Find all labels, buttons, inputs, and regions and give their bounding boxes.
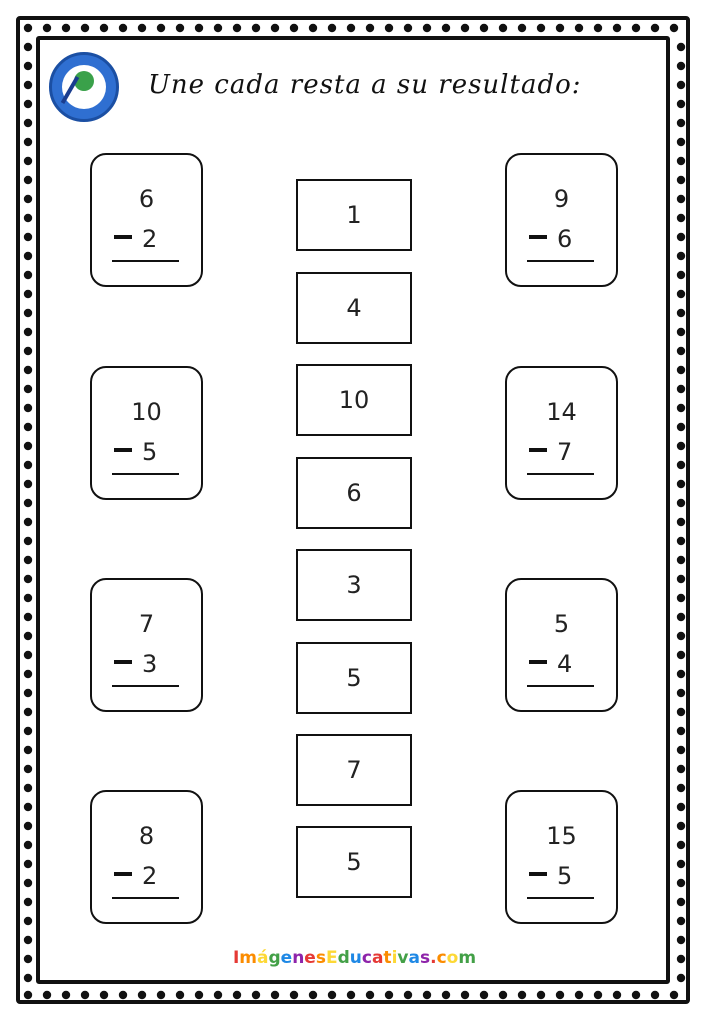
minus-sign <box>529 235 547 239</box>
result-line <box>112 685 179 687</box>
subtrahend: 7 <box>557 438 573 466</box>
answer-box[interactable]: 7 <box>296 734 412 806</box>
answer-box[interactable]: 5 <box>296 642 412 714</box>
subtrahend: 6 <box>557 225 573 253</box>
subtrahend: 4 <box>557 650 573 678</box>
subtrahend: 2 <box>142 862 158 890</box>
subtraction-card-left-2 <box>90 366 203 500</box>
result-line <box>112 473 179 475</box>
minus-sign <box>114 872 132 876</box>
minus-sign <box>529 660 547 664</box>
minus-sign <box>114 235 132 239</box>
minus-sign <box>529 448 547 452</box>
minus-sign <box>529 872 547 876</box>
subtraction-card-right-4 <box>505 790 618 924</box>
answer-box[interactable]: 4 <box>296 272 412 344</box>
answer-box[interactable]: 10 <box>296 364 412 436</box>
minuend: 10 <box>131 398 162 426</box>
subtrahend: 5 <box>142 438 158 466</box>
subtrahend: 3 <box>142 650 158 678</box>
minuend: 6 <box>138 185 155 213</box>
result-line <box>527 473 594 475</box>
subtraction-card-right-1 <box>505 153 618 287</box>
answer-box[interactable]: 6 <box>296 457 412 529</box>
minuend: 5 <box>553 610 570 638</box>
minuend: 9 <box>553 185 570 213</box>
subtrahend: 5 <box>557 862 573 890</box>
result-line <box>112 897 179 899</box>
minuend: 14 <box>546 398 577 426</box>
minus-sign <box>114 660 132 664</box>
minuend: 7 <box>138 610 155 638</box>
subtraction-card-right-3 <box>505 578 618 712</box>
footer-website: ImágenesEducativas.com <box>232 948 477 968</box>
minuend: 15 <box>546 822 577 850</box>
minuend: 8 <box>138 822 155 850</box>
result-line <box>527 260 594 262</box>
worksheet-title: Une cada resta a su resultado: <box>148 70 582 100</box>
minus-sign <box>114 448 132 452</box>
subtraction-card-left-4 <box>90 790 203 924</box>
subtraction-card-right-2 <box>505 366 618 500</box>
answer-box[interactable]: 1 <box>296 179 412 251</box>
answer-box[interactable]: 5 <box>296 826 412 898</box>
subtraction-card-left-3 <box>90 578 203 712</box>
subtraction-card-left-1 <box>90 153 203 287</box>
result-line <box>112 260 179 262</box>
subtrahend: 2 <box>142 225 158 253</box>
result-line <box>527 897 594 899</box>
answer-box[interactable]: 3 <box>296 549 412 621</box>
result-line <box>527 685 594 687</box>
logo-icon <box>49 52 119 122</box>
